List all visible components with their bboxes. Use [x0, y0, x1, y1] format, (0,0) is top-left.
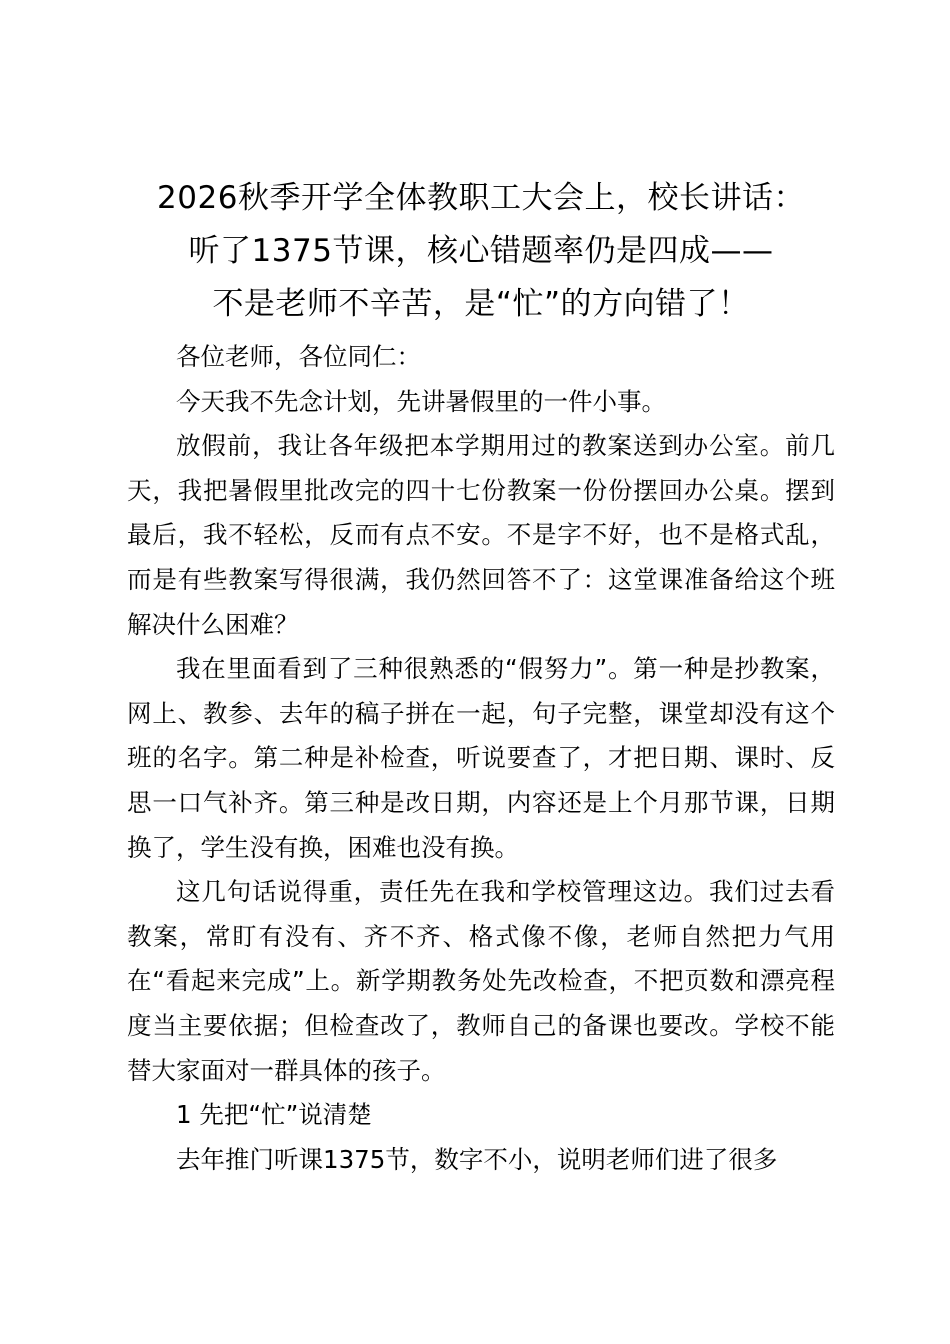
body-paragraph: 我在里面看到了三种很熟悉的“假努力”。第一种是抄教案，网上、教参、去年的稿子拼在一起，句子完整，课堂却没有这个班的名字。第二种是补检查，听说要查了，才把日期、课时、反思一口气补齐。第三种是改日期，内容还是上个月那节课，日期换了，学生没有换，困难也没有换。: [127, 654, 835, 862]
body-paragraph: 去年推门听课1375节，数字不小，说明老师们进了很多: [176, 1144, 778, 1174]
document-title: [119, 172, 843, 331]
document-page: [127, 172, 835, 1182]
document-body: [127, 335, 835, 1182]
opening-paragraph: 今天我不先念计划，先讲暑假里的一件小事。: [176, 386, 666, 416]
title-line-1: 2026秋季开学全体教职工大会上，校长讲话：: [157, 180, 805, 216]
body-paragraph: 放假前，我让各年级把本学期用过的教案送到办公室。前几天，我把暑假里批改完的四十七份教案一份份摆回办公桌。摆到最后，我不轻松，反而有点不安。不是字不好，也不是格式乱，而是有些教案写得很满，我仍然回答不了：这堂课准备给这个班解决什么困难？: [127, 431, 835, 639]
title-line-2: 听了1375节课，核心错题率仍是四成——: [188, 233, 774, 269]
body-paragraph: 这几句话说得重，责任先在我和学校管理这边。我们过去看教案，常盯有没有、齐不齐、格式像不像，老师自然把力气用在“看起来完成”上。新学期教务处先改检查，不把页数和漂亮程度当主要依据；但检查改了，教师自己的备课也要改。学校不能替大家面对一群具体的孩子。: [127, 877, 835, 1085]
section-heading: 1 先把“忙”说清楚: [176, 1100, 372, 1130]
salutation-paragraph: 各位老师，各位同仁：: [176, 342, 421, 371]
title-line-3: 不是老师不辛苦，是“忙”的方向错了！: [212, 286, 750, 322]
